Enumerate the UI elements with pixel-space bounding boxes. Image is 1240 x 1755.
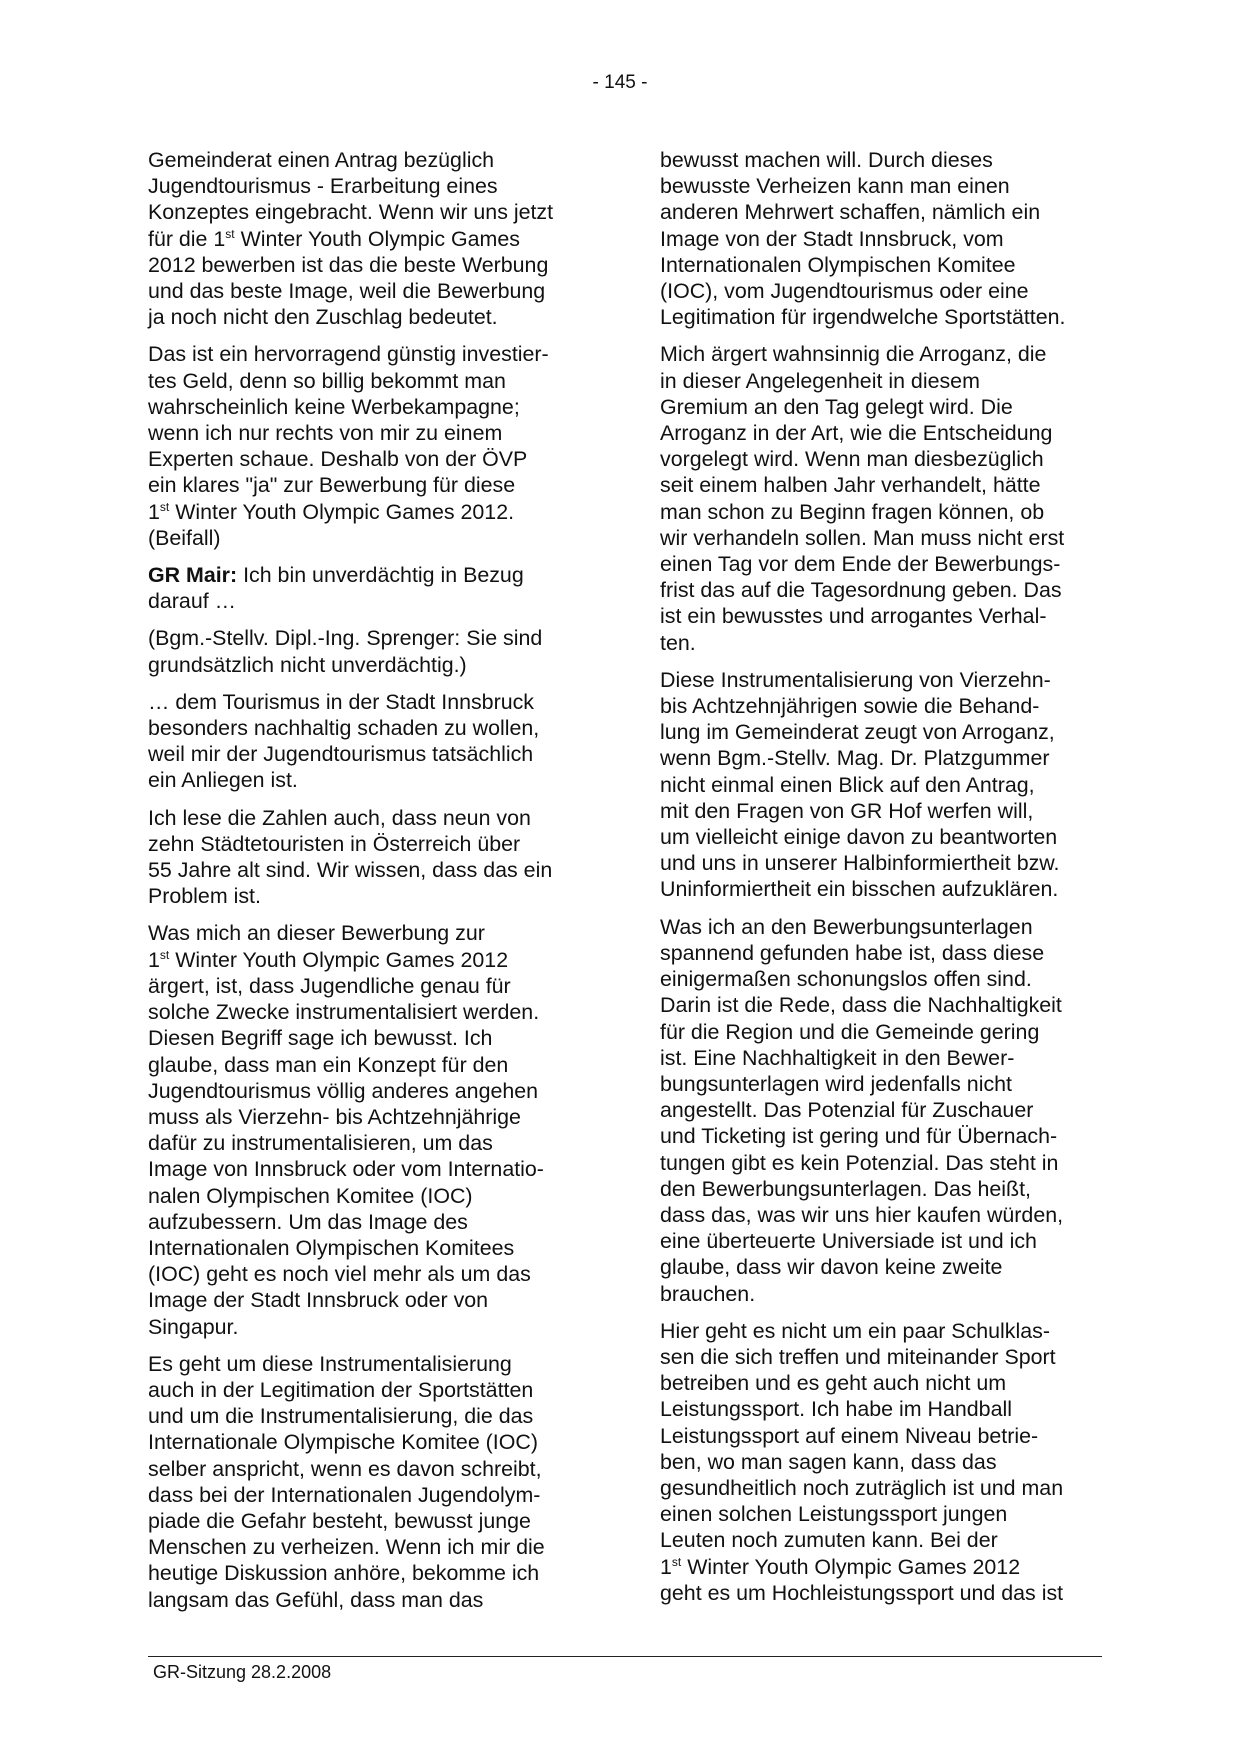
text-line: Gremium an den Tag gelegt wird. Die (660, 394, 1013, 419)
text-line: brauchen. (660, 1281, 756, 1306)
text-line: tungen gibt es kein Potenzial. Das steht in (660, 1150, 1059, 1175)
text-line: sen die sich treffen und miteinander Sport (660, 1344, 1056, 1369)
text-line: Konzeptes eingebracht. Wenn wir uns jetzt (148, 200, 554, 225)
text-line: Internationalen Olympischen Komitees (148, 1235, 515, 1260)
text-fragment: Winter Youth Olympic Games 2012. (169, 499, 515, 524)
paragraph (660, 1318, 1105, 1606)
ordinal-superscript: st (159, 947, 170, 962)
text-line: um vielleicht einige davon zu beantworten (660, 825, 1058, 850)
text-line: Jugendtourismus - Erarbeitung eines (148, 174, 498, 199)
text-line: heutige Diskussion anhöre, bekomme ich (148, 1561, 540, 1586)
text-line: Diesen Begriff sage ich bewusst. Ich (148, 1026, 493, 1051)
text-line: piade die Gefahr besteht, bewusst junge (148, 1508, 531, 1533)
paragraph (148, 689, 593, 794)
text-fragment: Winter Youth Olympic Games (234, 226, 520, 251)
text-line: Arroganz in der Art, wie die Entscheidung (660, 421, 1053, 446)
text-line: nicht einmal einen Blick auf den Antrag, (660, 772, 1035, 797)
text-line: dass das, was wir uns hier kaufen würden, (660, 1202, 1064, 1227)
text-line: Image der Stadt Innsbruck oder von (148, 1288, 489, 1313)
footer-session-date: GR-Sitzung 28.2.2008 (153, 1662, 332, 1682)
text-line: ein Anliegen ist. (148, 768, 298, 793)
text-line: Darin ist die Rede, dass die Nachhaltigkeit (660, 993, 1062, 1018)
paragraph (660, 147, 1105, 330)
text-line: Das ist ein hervorragend günstig investier- (148, 342, 549, 367)
paragraph (660, 341, 1105, 655)
text-line: 55 Jahre alt sind. Wir wissen, dass das ein (148, 858, 553, 883)
footer-divider (148, 1656, 1102, 1657)
text-line: frist das auf die Tagesordnung geben. Das (660, 578, 1062, 603)
text-line: bewusste Verheizen kann man einen (660, 174, 1010, 199)
text-line: dafür zu instrumentalisieren, um das (148, 1131, 493, 1156)
text-line: Leuten noch zumuten kann. Bei der (660, 1528, 998, 1553)
paragraph (660, 667, 1105, 903)
text-line: (IOC) geht es noch viel mehr als um das (148, 1262, 531, 1287)
text-line: Gemeinderat einen Antrag bezüglich (148, 148, 495, 172)
text-fragment: 1 (148, 499, 160, 524)
text-line: für die Region und die Gemeinde gering (660, 1019, 1040, 1044)
paragraph (148, 147, 593, 330)
text-line: und um die Instrumentalisierung, die das (148, 1404, 534, 1429)
text-line: 2012 bewerben ist das die beste Werbung (148, 252, 549, 277)
text-line: tes Geld, denn so billig bekommt man (148, 368, 506, 393)
text-line: den Bewerbungsunterlagen. Das heißt, (660, 1176, 1032, 1201)
text-line: Internationalen Olympischen Komitee (660, 252, 1016, 277)
text-line: seit einem halben Jahr verhandelt, hätte (660, 473, 1041, 498)
text-line: und uns in unserer Halbinformiertheit bzw. (660, 851, 1060, 876)
text-line: wahrscheinlich keine Werbekampagne; (148, 394, 520, 419)
text-line: … dem Tourismus in der Stadt Innsbruck (148, 689, 534, 714)
text-line: eine überteuerte Universiade ist und ich (660, 1229, 1037, 1254)
text-line: Jugendtourismus völlig anderes angehen (148, 1078, 539, 1103)
text-line: in dieser Angelegenheit in diesem (660, 368, 980, 393)
text-fragment: Winter Youth Olympic Games 2012 (681, 1554, 1021, 1579)
text-line: glaube, dass man ein Konzept für den (148, 1052, 509, 1077)
text-line: selber anspricht, wenn es davon schreibt, (148, 1456, 542, 1481)
paragraph (660, 914, 1105, 1307)
text-line: bungsunterlagen wird jedenfalls nicht (660, 1071, 1012, 1096)
text-line: glaube, dass wir davon keine zweite (660, 1255, 1003, 1280)
paragraph (148, 920, 593, 1339)
text-line: nalen Olympischen Komitee (IOC) (148, 1183, 473, 1208)
text-line: Image von Innsbruck oder vom Internatio- (148, 1157, 544, 1182)
text-line: bis Achtzehnjährigen sowie die Behand- (660, 694, 1040, 719)
text-line: Experten schaue. Deshalb von der ÖVP (148, 447, 528, 472)
text-fragment: Ich bin unverdächtig in Bezug (237, 563, 524, 588)
text-line: angestellt. Das Potenzial für Zuschauer (660, 1098, 1034, 1123)
paragraph (148, 1351, 593, 1613)
text-line: mit den Fragen von GR Hof werfen will, (660, 798, 1034, 823)
ordinal-superscript: st (225, 226, 235, 241)
text-line (660, 1554, 1105, 1580)
text-line: besonders nachhaltig schaden zu wollen, (148, 716, 540, 741)
text-line: grundsätzlich nicht unverdächtig.) (148, 652, 467, 677)
text-line: Was mich an dieser Bewerbung zur (148, 921, 485, 946)
text-fragment: Winter Youth Olympic Games 2012 (169, 947, 509, 972)
text-line: langsam das Gefühl, dass man das (148, 1587, 484, 1612)
text-line (148, 226, 593, 252)
text-line (148, 947, 593, 973)
text-line: Diese Instrumentalisierung von Vierzehn- (660, 667, 1051, 692)
paragraph (148, 562, 593, 614)
page-number: - 145 - (592, 72, 648, 93)
text-line: (Bgm.-Stellv. Dipl.-Ing. Sprenger: Sie sind (148, 626, 543, 651)
ordinal-superscript: st (159, 499, 170, 514)
text-line: solche Zwecke instrumentalisiert werden. (148, 1000, 540, 1025)
text-line: weil mir der Jugendtourismus tatsächlich (148, 742, 534, 767)
text-line: man schon zu Beginn fragen können, ob (660, 499, 1045, 524)
text-line: Es geht um diese Instrumentalisierung (148, 1351, 512, 1376)
text-line: ja noch nicht den Zuschlag bedeutet. (148, 305, 498, 330)
text-line: ist. Eine Nachhaltigkeit in den Bewer- (660, 1045, 1015, 1070)
text-line: wenn Bgm.-Stellv. Mag. Dr. Platzgummer (660, 746, 1050, 771)
text-line: und das beste Image, weil die Bewerbung (148, 279, 546, 304)
text-line: anderen Mehrwert schaffen, nämlich ein (660, 200, 1041, 225)
text-line: wenn ich nur rechts von mir zu einem (148, 421, 503, 446)
text-line: betreiben und es geht auch nicht um (660, 1371, 1007, 1396)
text-line: ein klares "ja" zur Bewerbung für diese (148, 473, 516, 498)
text-line: ben, wo man sagen kann, dass das (660, 1449, 997, 1474)
text-line: Leistungssport. Ich habe im Handball (660, 1397, 1012, 1422)
text-line: vorgelegt wird. Wenn man diesbezüglich (660, 447, 1044, 472)
text-line: Menschen zu verheizen. Wenn ich mir die (148, 1535, 545, 1560)
paragraph (148, 625, 593, 677)
text-line: lung im Gemeinderat zeugt von Arroganz, (660, 720, 1055, 745)
text-fragment: 1 (148, 947, 160, 972)
text-line: Hier geht es nicht um ein paar Schulklas- (660, 1318, 1050, 1343)
text-line: ärgert, ist, dass Jugendliche genau für (148, 973, 511, 998)
text-line: darauf … (148, 589, 236, 614)
text-line: Problem ist. (148, 884, 261, 909)
text-line: einen Tag vor dem Ende der Bewerbungs- (660, 552, 1061, 577)
text-line: aufzubessern. Um das Image des (148, 1209, 468, 1234)
text-line: auch in der Legitimation der Sportstätten (148, 1377, 534, 1402)
text-line: Legitimation für irgendwelche Sportstätten. (660, 305, 1066, 330)
text-line (148, 562, 593, 588)
text-line: Internationale Olympische Komitee (IOC) (148, 1430, 538, 1455)
text-line: gesundheitlich noch zuträglich ist und man (660, 1475, 1064, 1500)
text-line (148, 499, 593, 525)
text-line: spannend gefunden habe ist, dass diese (660, 940, 1045, 965)
text-line: (IOC), vom Jugendtourismus oder eine (660, 279, 1029, 304)
text-fragment: für die 1 (148, 226, 226, 251)
text-line: Ich lese die Zahlen auch, dass neun von (148, 805, 531, 830)
text-line: ten. (660, 630, 696, 655)
text-line: Singapur. (148, 1314, 239, 1339)
text-line: einen solchen Leistungssport jungen (660, 1502, 1008, 1527)
text-line: bewusst machen will. Durch dieses (660, 148, 993, 172)
paragraph (148, 341, 593, 551)
text-fragment: 1 (660, 1554, 672, 1579)
text-line: dass bei der Internationalen Jugendolym- (148, 1482, 541, 1507)
text-line: wir verhandeln sollen. Man muss nicht erst (660, 525, 1065, 550)
text-line: zehn Städtetouristen in Österreich über (148, 831, 521, 856)
ordinal-superscript: st (671, 1554, 682, 1569)
text-line: Image von der Stadt Innsbruck, vom (660, 226, 1004, 251)
text-line: Uninformiertheit ein bisschen aufzuklären. (660, 877, 1059, 902)
text-line: Mich ärgert wahnsinnig die Arroganz, die (660, 342, 1047, 367)
text-line: geht es um Hochleistungssport und das ist (660, 1580, 1064, 1605)
speaker-name: GR Mair: (148, 563, 238, 588)
text-line: (Beifall) (148, 525, 221, 550)
text-line: ist ein bewusstes und arrogantes Verhal- (660, 604, 1047, 629)
text-line: muss als Vierzehn- bis Achtzehnjährige (148, 1104, 521, 1129)
paragraph (148, 805, 593, 910)
text-line: einigermaßen schonungslos offen sind. (660, 967, 1032, 992)
left-column (148, 147, 593, 1624)
text-line: und Ticketing ist gering und für Übernach- (660, 1124, 1058, 1149)
text-line: Was ich an den Bewerbungsunterlagen (660, 914, 1033, 939)
right-column (660, 147, 1105, 1617)
text-line: Leistungssport auf einem Niveau betrie- (660, 1423, 1039, 1448)
